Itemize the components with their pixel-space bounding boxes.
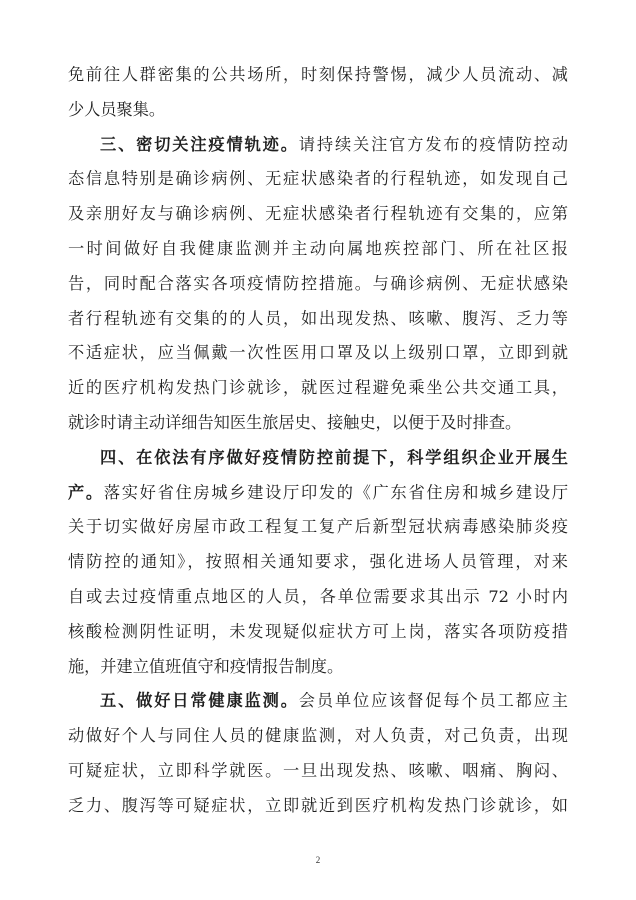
page-number: 2 (315, 855, 321, 865)
text-line (68, 93, 568, 128)
body-text-run: 及亲朋好友与确诊病例、无症状感染者行程轨迹有交集的，应第 (68, 204, 568, 224)
body-text-run: 不适症状，应当佩戴一次性医用口罩及以上级别口罩，立即到就 (68, 343, 568, 363)
body-text-run: 动做好个人与同住人员的健康监测，对人负责，对己负责，出现 (68, 726, 568, 746)
body-text-run: 核酸检测阴性证明，未发现疑似症状方可上岗，落实各项防疫措 (68, 621, 568, 641)
body-text-run: 就诊时请主动详细告知医生旅居史、接触史，以便于及时排查。 (68, 412, 522, 432)
body-text-run: 关于切实做好房屋市政工程复工复产后新型冠状病毒感染肺炎疫 (68, 517, 568, 537)
body-text-run: 告，同时配合落实各项疫情防控措施。与确诊病例、无症状感染 (68, 273, 568, 293)
text-line (68, 650, 568, 685)
text-line (68, 302, 568, 337)
text-line (68, 58, 568, 93)
body-text-run: 者行程轨迹有交集的的人员，如出现发热、咳嗽、腹泻、乏力等 (68, 308, 568, 328)
body-text-run: 态信息特别是确诊病例、无症状感染者的行程轨迹，如发现自己 (68, 169, 568, 189)
body-text-run: 一时间做好自我健康监测并主动向属地疾控部门、所在社区报 (68, 238, 568, 258)
text-line (68, 476, 568, 511)
heading-text: 三、密切关注疫情轨迹。 (100, 134, 299, 154)
body-text-run: 施，并建立值班值守和疫情报告制度。 (68, 656, 344, 676)
text-line (68, 197, 568, 232)
text-line (68, 371, 568, 406)
body-text-run: 少人员聚集。 (68, 99, 166, 119)
text-line (68, 267, 568, 302)
text-line (68, 128, 568, 163)
text-line (68, 510, 568, 545)
text-line (68, 336, 568, 371)
body-text-run: 免前往人群密集的公共场所，时刻保持警惕，减少人员流动、减 (68, 65, 568, 84)
text-line (68, 232, 568, 267)
text-line (68, 580, 568, 615)
text-line (68, 441, 568, 476)
text-line (68, 406, 568, 441)
text-line (68, 162, 568, 197)
body-text-run: 乏力、腹泻等可疑症状，立即就近到医疗机构发热门诊就诊，如 (68, 795, 568, 815)
body-text (68, 58, 568, 824)
text-line (68, 719, 568, 754)
text-line (68, 684, 568, 719)
text-line (68, 545, 568, 580)
heading-text: 五、做好日常健康监测。 (100, 691, 299, 711)
body-text-run: 近的医疗机构发热门诊就诊，就医过程避免乘坐公共交通工具， (68, 378, 568, 398)
text-line (68, 615, 568, 650)
body-text-run: 可疑症状，立即科学就医。一旦出现发热、咳嗽、咽痛、胸闷、 (68, 760, 568, 780)
body-text-run: 自或去过疫情重点地区的人员，各单位需要求其出示 72 小时内 (68, 586, 568, 606)
body-text-run: 会员单位应该督促每个员工都应主 (298, 691, 568, 711)
heading-text: 四、在依法有序做好疫情防控前提下，科学组织企业开展生 (100, 447, 568, 467)
text-line (68, 754, 568, 789)
text-line (68, 789, 568, 824)
body-text-run: 情防控的通知》，按照相关通知要求，强化进场人员管理，对来 (68, 552, 568, 572)
body-text-run: 请持续关注官方发布的疫情防控动 (298, 134, 568, 154)
heading-text: 产。 (68, 482, 104, 502)
body-text-run: 落实好省住房城乡建设厅印发的《广东省住房和城乡建设厅 (103, 482, 568, 502)
